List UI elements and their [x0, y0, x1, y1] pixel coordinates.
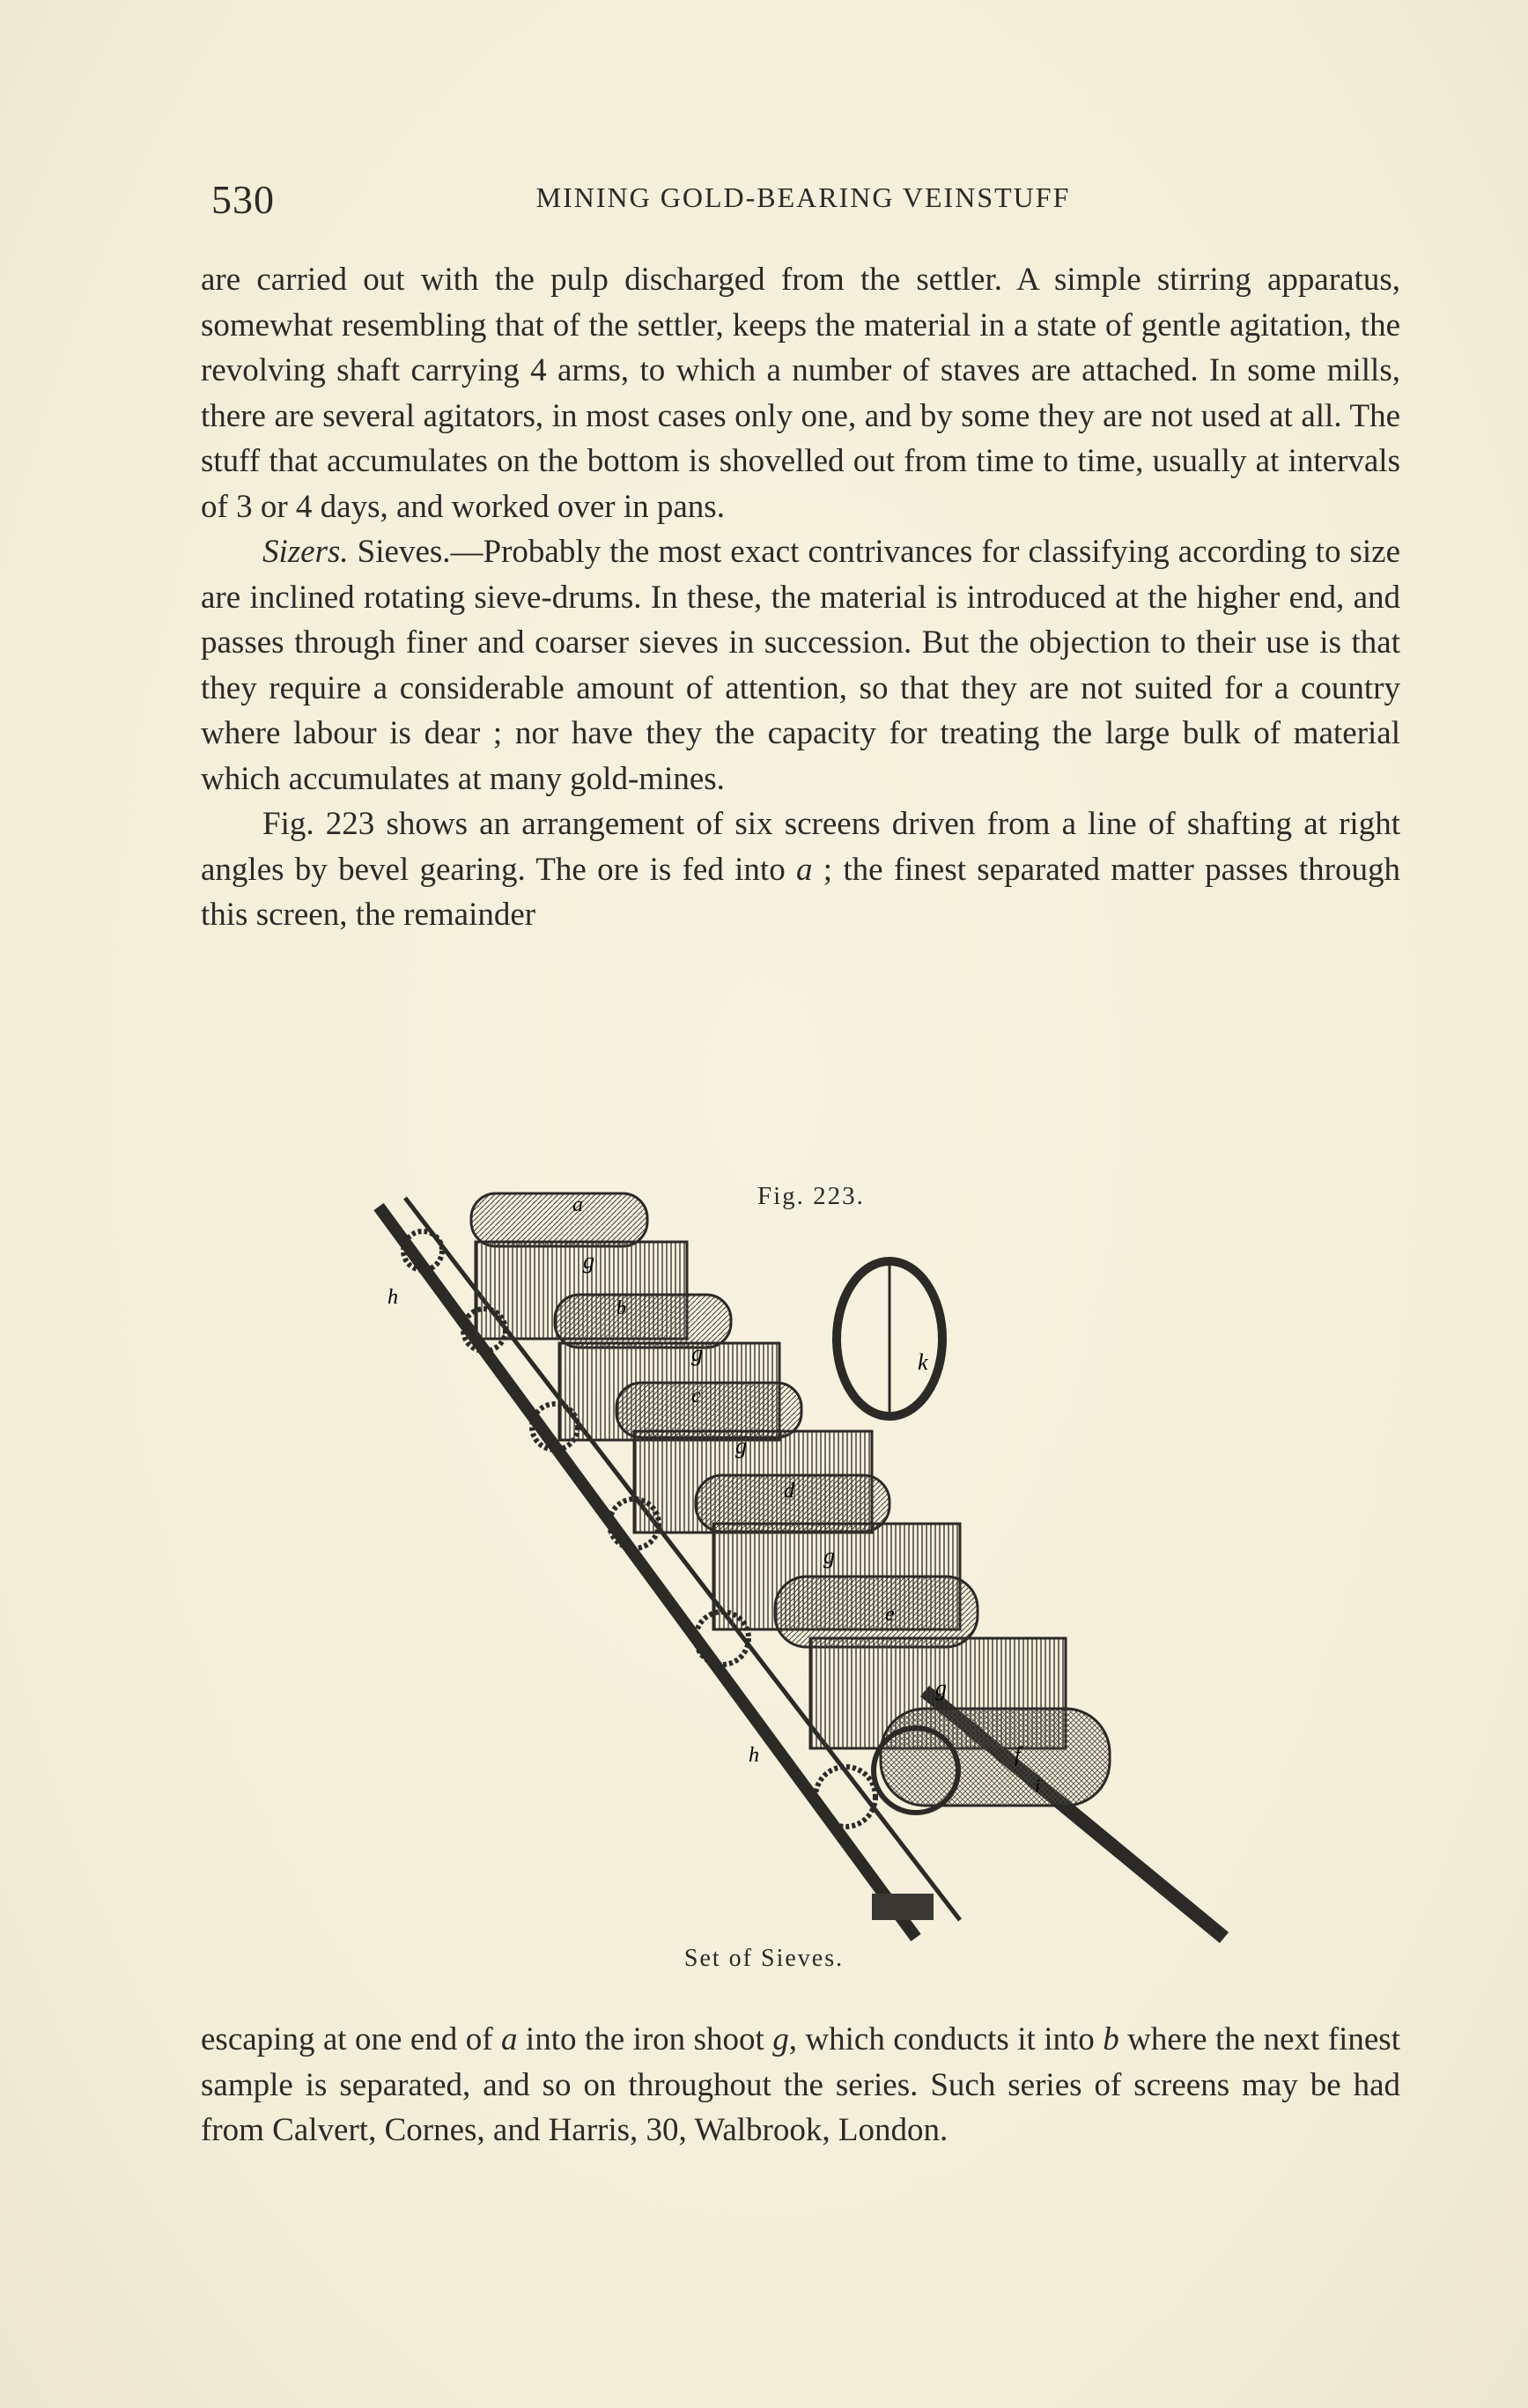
paragraph-4-letter-b: b	[1103, 2021, 1119, 2057]
fig-letter-g5: g	[935, 1675, 947, 1701]
page-header	[204, 176, 1402, 220]
fig-letter-d: d	[784, 1480, 794, 1503]
paragraph-4-text-3: , which conducts it into	[788, 2021, 1104, 2057]
paragraph-2	[201, 529, 1400, 801]
flywheel	[837, 1261, 942, 1416]
fig-letter-g4: g	[823, 1543, 835, 1569]
fig-letter-h2: h	[749, 1744, 759, 1767]
page-number: 530	[211, 177, 275, 222]
fig-letter-g: g	[583, 1248, 594, 1274]
fig-letter-k: k	[918, 1349, 928, 1375]
paragraph-4-text-1: escaping at one end of	[201, 2021, 501, 2057]
paragraph-4-text-2: into the iron shoot	[517, 2021, 773, 2057]
paragraph-4-letter-g: g	[772, 2021, 789, 2057]
paragraph-4-letter-a: a	[501, 2021, 518, 2057]
base-bracket	[872, 1894, 934, 1920]
fig-letter-i: i	[1035, 1775, 1041, 1797]
body-text-bottom	[201, 2017, 1400, 2153]
fig-letter-g3: g	[735, 1433, 747, 1459]
running-title: MINING GOLD-BEARING VEINSTUFF	[535, 181, 1071, 213]
fig-letter-b: b	[616, 1296, 626, 1318]
fig-letter-f: f	[1015, 1744, 1021, 1767]
fig-letter-c: c	[691, 1385, 701, 1407]
sizers-heading: Sizers.	[262, 534, 349, 570]
fig-letter-e: e	[885, 1603, 895, 1626]
paragraph-1: are carried out with the pulp discharged from the settler. A simple stirring apparatus, somewhat resembling that of the settler, keeps the material in a state of gentle agitation, the revolving shaft carrying 4 arms, to which a number of staves are attached. In some mills, there are several agitators, in most cases only one, and by some they are not used at all. The stuff that accumulates on the bottom is shovelled out from time to time, usually at intervals of 3 or 4 days, and worked over in pans.	[201, 262, 1400, 525]
fig-letter-g2: g	[691, 1341, 703, 1366]
figure-label: Fig. 223.	[757, 1182, 865, 1210]
body-text-top	[201, 257, 1400, 938]
paragraph-3-letter-a: a	[795, 851, 813, 888]
fig-letter-h: h	[388, 1286, 398, 1309]
figure-caption: Set of Sieves.	[683, 1945, 845, 1972]
sieve-drum-f	[874, 1709, 1110, 1813]
paragraph-3-text: Fig. 223 shows an arrangement of six screens driven from a line of shafting at right angles by bevel gearing. The ore is fed into	[201, 806, 1400, 888]
fig-letter-a: a	[572, 1193, 583, 1216]
paragraph-4-text-4: where the next finest sample is separated, and so on throughout the series. Such series of screens may be had from Calvert, Cornes, and Harris, 30, Walbrook, London.	[201, 2021, 1400, 2148]
paragraph-3	[201, 801, 1400, 938]
paragraph-4	[201, 2017, 1400, 2153]
sieve-set-illustration	[352, 1163, 1233, 1955]
paragraph-3-text-rest: ; the finest separated matter passes through this screen, the remainder	[201, 851, 1400, 933]
paragraph-2-text: Sieves.—Probably the most exact contrivances for classifying according to size are inclined rotating sieve-drums. In these, the material is introduced at the higher end, and passes through finer and coarser sieves in succession. But the objection to their use is that they require a considerable amount of attention, so that they are not suited for a country where labour is dear ; nor have they the capacity for treating the large bulk of material which accumulates at many gold-mines.	[201, 534, 1400, 797]
